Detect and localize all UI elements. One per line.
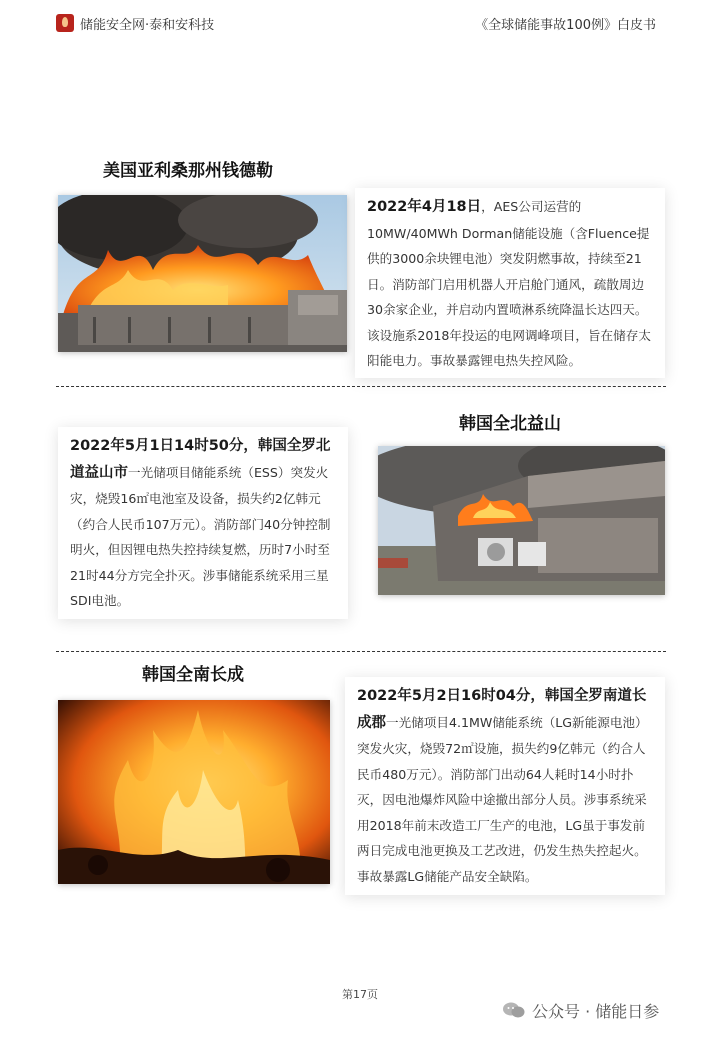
incident-date: 2022年5月1日14时50分，韩国全罗北道益山市: [70, 438, 331, 481]
header-doc-title: 《全球储能事故100例》白皮书: [475, 18, 656, 33]
section-title-iksan: 韩国全北益山: [459, 414, 561, 434]
paragraph-iksan: [58, 427, 348, 619]
section-divider: [56, 651, 666, 652]
header-org: 储能安全网·泰和安科技: [80, 18, 215, 33]
paragraph-chandler: [355, 188, 665, 378]
fire-photo-jangseong: [58, 700, 330, 884]
section-title-chandler: 美国亚利桑那州钱德勒: [103, 161, 273, 181]
fire-photo-iksan: [378, 446, 665, 595]
incident-description: 一光储项目储能系统（ESS）突发火灾，烧毁16㎡电池室及设备，损失约2亿韩元（约合人民币107万元）。消防部门40分钟控制明火，但因锂电热失控持续复燃，历时7小时至21时44分方完全扑灭。涉事储能系统采用三星SDI电池。: [70, 464, 331, 608]
paragraph-jangseong: [345, 677, 665, 895]
watermark: 公众号 · 储能日参: [532, 1002, 660, 1021]
incident-description: 一光储项目4.1MW储能系统（LG新能源电池）突发火灾，烧毁72㎡设施，损失约9亿韩元（约合人民币480万元）。消防部门出动64人耗时14小时扑灭，因电池爆炸风险中途撤出部分人员。涉事系统采用2018年前末改造工厂生产的电池，LG虽于事发前两日完成电池更换及工艺改进，仍发生热失控起火。事故暴露LG储能产品安全缺陷。: [357, 714, 648, 884]
fire-photo-chandler: [58, 195, 347, 352]
logo-icon: [56, 14, 74, 32]
incident-description: ，AES公司运营的10MW/40MWh Dorman储能设施（含Fluence提供的3000余块锂电池）突发阴燃事故，持续至21日。消防部门启用机器人开启舱门通风，疏散周边30余家企业，并启动内置喷淋系统降温长达四天。该设施系2018年投运的电网调峰项目，旨在储存太阳能电力。事故暴露锂电热失控风险。: [367, 199, 651, 368]
section-divider: [56, 386, 666, 387]
section-title-jangseong: 韩国全南长成: [142, 665, 244, 685]
page-number: 第17页: [342, 988, 378, 1001]
incident-date: 2022年5月2日16时04分，韩国全罗南道长成郡: [357, 688, 647, 731]
wechat-icon: [503, 1001, 525, 1019]
incident-date: 2022年4月18日: [367, 199, 482, 215]
